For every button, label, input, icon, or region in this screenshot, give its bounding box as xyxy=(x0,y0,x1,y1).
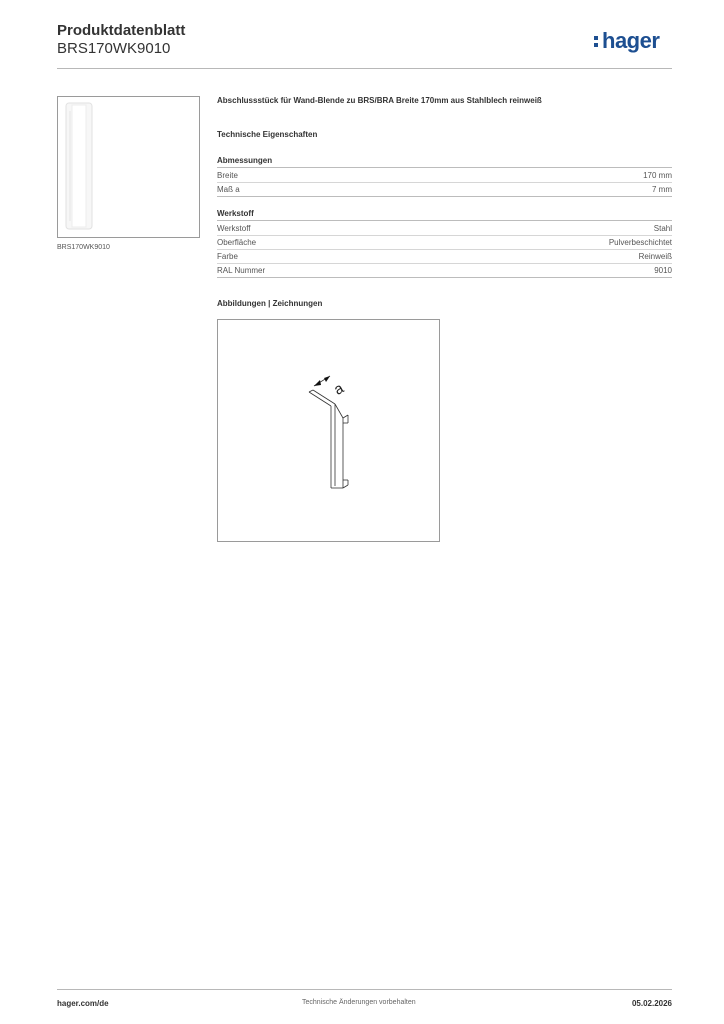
product-description: Abschlussstück für Wand-Blende zu BRS/BRA Breite 170mm aus Stahlblech reinweiß xyxy=(217,96,542,105)
dimension-label: a xyxy=(331,379,347,399)
footer-divider xyxy=(57,989,672,990)
technical-drawing xyxy=(217,319,440,542)
table-row xyxy=(217,222,672,236)
product-photo-icon xyxy=(58,97,199,237)
table-row xyxy=(217,250,672,264)
group-title-werkstoff: Werkstoff xyxy=(217,209,672,221)
logo-text: hager xyxy=(602,28,660,53)
technical-properties-title: Technische Eigenschaften xyxy=(217,130,318,139)
row-label: Maß a xyxy=(217,185,240,194)
row-value: Stahl xyxy=(653,224,672,233)
row-label: Werkstoff xyxy=(217,224,251,233)
group-title-abmessungen: Abmessungen xyxy=(217,156,672,168)
row-value: 9010 xyxy=(654,266,672,275)
footer-date: 05.02.2026 xyxy=(631,999,672,1008)
row-value: Reinweiß xyxy=(638,252,672,261)
table-row xyxy=(217,169,672,183)
row-value: 170 mm xyxy=(643,171,672,180)
footer-website-link[interactable]: hager.com/de xyxy=(57,999,109,1008)
hager-logo xyxy=(594,28,659,54)
row-value: 7 mm xyxy=(652,185,672,194)
row-label: RAL Nummer xyxy=(217,266,266,275)
product-code: BRS170WK9010 xyxy=(57,40,171,57)
table-row xyxy=(217,183,672,197)
header-divider xyxy=(57,68,672,69)
row-label: Farbe xyxy=(217,252,238,261)
table-row xyxy=(217,236,672,250)
footer-notice: Technische Änderungen vorbehalten xyxy=(302,999,416,1006)
product-image-caption: BRS170WK9010 xyxy=(57,244,110,251)
drawings-title: Abbildungen | Zeichnungen xyxy=(217,299,323,308)
product-image xyxy=(57,96,200,238)
page-title: Produktdatenblatt xyxy=(57,22,186,39)
end-piece-drawing-icon xyxy=(218,320,439,541)
table-row xyxy=(217,264,672,278)
row-value: Pulverbeschichtet xyxy=(608,238,672,247)
logo-dots-icon xyxy=(594,33,600,49)
row-label: Oberfläche xyxy=(217,238,257,247)
row-label: Breite xyxy=(217,171,238,180)
product-description-block xyxy=(217,96,672,105)
